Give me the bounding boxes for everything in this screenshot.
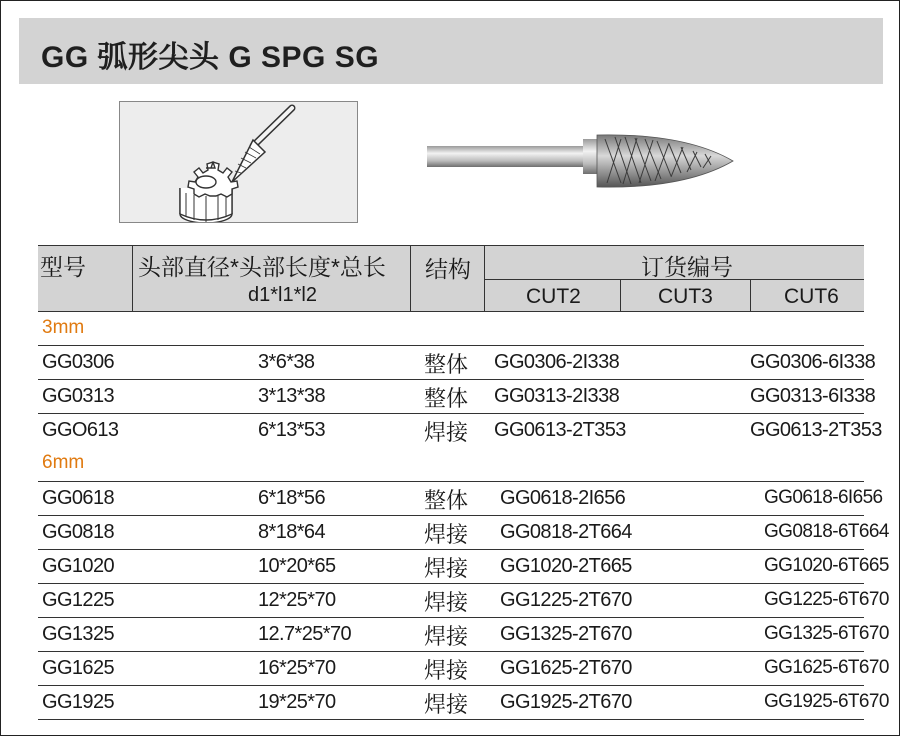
header-dims: 头部直径*头部长度*总长 bbox=[138, 254, 386, 280]
header-cut2: CUT2 bbox=[526, 285, 581, 308]
cell-dims: 10*20*65 bbox=[258, 555, 336, 577]
cell-structure: 焊接 bbox=[424, 692, 469, 717]
header-order-number: 订货编号 bbox=[641, 254, 733, 280]
page-title: GG 弧形尖头 G SPG SG bbox=[41, 41, 380, 74]
cell-model: GG0618 bbox=[42, 487, 115, 509]
cell-structure: 整体 bbox=[424, 488, 469, 513]
cell-cut6: GG0306-6I338 bbox=[750, 351, 876, 373]
cell-structure: 整体 bbox=[424, 386, 469, 411]
table-row bbox=[38, 346, 876, 380]
cell-structure: 焊接 bbox=[424, 658, 469, 683]
cell-cut6: GG1925-6T670 bbox=[764, 691, 889, 712]
cell-cut2: GG1020-2T665 bbox=[500, 555, 632, 577]
table-row bbox=[38, 618, 889, 652]
cell-cut6: GG0618-6I656 bbox=[764, 487, 883, 508]
cell-dims: 8*18*64 bbox=[258, 521, 325, 543]
header-dims-sub: d1*l1*l2 bbox=[248, 284, 317, 306]
cell-dims: 6*18*56 bbox=[258, 487, 325, 509]
group-label-6mm: 6mm bbox=[42, 452, 85, 473]
cell-cut2: GG1225-2T670 bbox=[500, 589, 632, 611]
table-row bbox=[38, 516, 889, 550]
cell-dims: 3*13*38 bbox=[258, 385, 325, 407]
cell-dims: 16*25*70 bbox=[258, 657, 336, 679]
cell-cut2: GG0618-2I656 bbox=[500, 487, 626, 509]
cell-model: GG0306 bbox=[42, 351, 115, 373]
table-row bbox=[38, 380, 876, 414]
cell-model: GG1625 bbox=[42, 657, 115, 679]
cell-dims: 6*13*53 bbox=[258, 419, 325, 441]
product-illustration bbox=[425, 125, 740, 197]
cell-model: GG0313 bbox=[42, 385, 115, 407]
cell-model: GG1020 bbox=[42, 555, 115, 577]
header-cut3: CUT3 bbox=[658, 285, 713, 308]
cell-dims: 12*25*70 bbox=[258, 589, 336, 611]
cell-cut6: GG0818-6T664 bbox=[764, 521, 889, 542]
cell-model: GG1325 bbox=[42, 623, 115, 645]
table-row bbox=[38, 652, 889, 686]
application-illustration bbox=[119, 101, 358, 223]
cell-cut2: GG1625-2T670 bbox=[500, 657, 632, 679]
table-row bbox=[38, 686, 889, 720]
cell-cut6: GG0313-6I338 bbox=[750, 385, 876, 407]
cell-cut6: GG1020-6T665 bbox=[764, 555, 889, 576]
header-structure: 结构 bbox=[425, 256, 471, 282]
title-bar bbox=[19, 18, 883, 84]
cell-structure: 整体 bbox=[424, 352, 469, 377]
table-row bbox=[38, 584, 889, 618]
cell-cut2: GG0613-2T353 bbox=[494, 419, 626, 441]
cell-structure: 焊接 bbox=[424, 556, 469, 581]
header-cut6: CUT6 bbox=[784, 285, 839, 308]
table-row bbox=[38, 482, 883, 516]
cell-structure: 焊接 bbox=[424, 420, 469, 445]
header-model: 型号 bbox=[40, 254, 86, 280]
table-row bbox=[38, 550, 889, 584]
cell-model: GGO613 bbox=[42, 419, 119, 441]
cell-cut2: GG0306-2I338 bbox=[494, 351, 620, 373]
cell-dims: 3*6*38 bbox=[258, 351, 315, 373]
cell-cut2: GG1925-2T670 bbox=[500, 691, 632, 713]
cell-cut2: GG0818-2T664 bbox=[500, 521, 632, 543]
cell-cut6: GG0613-2T353 bbox=[750, 419, 882, 441]
cell-cut6: GG1625-6T670 bbox=[764, 657, 889, 678]
cell-structure: 焊接 bbox=[424, 590, 469, 615]
cell-cut6: GG1325-6T670 bbox=[764, 623, 889, 644]
cell-cut6: GG1225-6T670 bbox=[764, 589, 889, 610]
cell-dims: 12.7*25*70 bbox=[258, 623, 351, 645]
cell-model: GG1925 bbox=[42, 691, 115, 713]
cell-model: GG1225 bbox=[42, 589, 115, 611]
group-label-3mm: 3mm bbox=[42, 317, 85, 338]
cell-structure: 焊接 bbox=[424, 624, 469, 649]
cell-cut2: GG1325-2T670 bbox=[500, 623, 632, 645]
table-row bbox=[38, 414, 882, 447]
cell-cut2: GG0313-2I338 bbox=[494, 385, 620, 407]
cell-dims: 19*25*70 bbox=[258, 691, 336, 713]
cell-model: GG0818 bbox=[42, 521, 115, 543]
cell-structure: 焊接 bbox=[424, 522, 469, 547]
